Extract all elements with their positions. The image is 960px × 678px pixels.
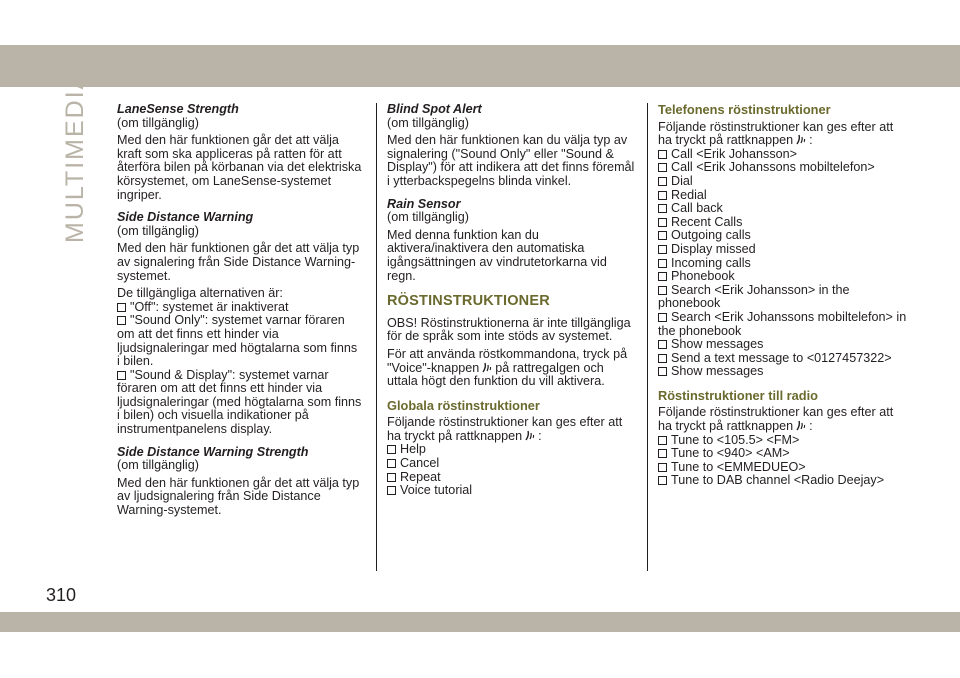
list-item: "Sound Only": systemet varnar föraren om att det finns ett hinder via ljudsignaleringar med högtalarna som finns i bilen. [117,313,358,369]
section-title: Blind Spot Alert [387,102,482,116]
list-item: Recent Calls [658,216,908,230]
checkbox-icon [117,303,126,312]
list-item: Send a text message to <0127457322> [658,352,908,366]
checkbox-icon [658,286,667,295]
list-item: Incoming calls [658,257,908,271]
list-item: Show messages [658,338,908,352]
checkbox-icon [658,218,667,227]
global-heading: Globala röstinstruktioner [387,397,540,413]
checkbox-icon [117,371,126,380]
column-3 [658,103,908,488]
voice-button-icon [795,134,807,146]
paragraph: För att använda röstkommandona, tryck på "Voice"-knappen på rattregalgen och uttala högt den funktion du vill aktivera. [387,346,628,389]
checkbox-icon [117,316,126,325]
column-1 [117,103,363,518]
checkbox-icon [658,340,667,349]
checkbox-icon [658,367,667,376]
paragraph: Följande röstinstruktioner kan ges efter att ha tryckt på rattknappen : [658,405,894,434]
column-divider [376,103,377,571]
checkbox-icon [387,459,396,468]
availability-note: (om tillgänglig) [387,210,469,225]
checkbox-icon [387,486,396,495]
checkbox-icon [658,463,667,472]
paragraph: Med denna funktion kan du aktivera/inaktivera den automatiska igångsättningen av vindrutetorkarna vid regn. [387,227,607,283]
checkbox-icon [658,204,667,213]
paragraph: Med den här funktionen går det att välja kraft som ska appliceras på ratten för att återföra bilen på körbanan via det elektriska körsystemet, om LaneSense-systemet ingriper. [117,133,362,202]
paragraph: Med den här funktionen går det att välja typ av ljudsignalering från Side Distance Warning-systemet. [117,475,360,518]
list-item: Repeat [387,471,637,485]
column-2 [387,103,637,498]
section-title: Side Distance Warning [117,210,254,225]
availability-note: (om tillgänglig) [117,458,199,473]
lanesense-section [117,103,363,202]
radio-heading: Röstinstruktioner till radio [658,387,818,403]
checkbox-icon [658,177,667,186]
checkbox-icon [658,449,667,458]
rain-section [387,198,637,284]
section-title: Rain Sensor [387,196,461,211]
checkbox-icon [387,473,396,482]
list-item: Voice tutorial [387,484,637,498]
list-item: Redial [658,189,908,203]
checkbox-icon [387,445,396,454]
checkbox-icon [658,354,667,363]
page-number: 310 [46,585,77,605]
availability-note: (om tillgänglig) [117,115,199,130]
list-item: Tune to <EMMEDUEO> [658,461,908,475]
voice-heading: RÖSTINSTRUKTIONER [387,293,550,310]
section-label: MULTIMEDIA [61,70,89,243]
list-item: Call back [658,202,908,216]
paragraph: Med den här funktionen går det att välja typ av signalering från Side Distance Warning-systemet. [117,241,360,283]
checkbox-icon [658,272,667,281]
list-item: Call <Erik Johanssons mobiltelefon> [658,161,908,175]
voice-button-icon [481,362,493,374]
list-item: Tune to <940> <AM> [658,447,908,461]
list-item: Tune to DAB channel <Radio Deejay> [658,474,908,488]
paragraph: OBS! Röstinstruktionerna är inte tillgängliga för de språk som inte stöds av systemet. [387,315,631,344]
list-item: Dial [658,175,908,189]
list-item: Show messages [658,365,908,379]
list-item: Search <Erik Johansson> in the phonebook [658,282,850,311]
list-item: Display missed [658,243,908,257]
section-title: LaneSense Strength [117,102,239,116]
checkbox-icon [658,436,667,445]
paragraph: Följande röstinstruktioner kan ges efter att ha tryckt på rattknappen : [658,119,894,148]
bottom-band [0,612,960,632]
voice-button-icon [524,430,536,442]
phone-heading: Telefonens röstinstruktioner [658,102,831,117]
column-divider [647,103,648,571]
paragraph: Följande röstinstruktioner kan ges efter att ha tryckt på rattknappen : [387,415,623,443]
list-item: Search <Erik Johanssons mobiltelefon> in the phonebook [658,309,907,338]
list-item: Tune to <105.5> <FM> [658,434,908,448]
checkbox-icon [658,259,667,268]
sdw-section [117,211,363,437]
paragraph: Med den här funktionen kan du välja typ av signalering ("Sound Only" eller "Sound & Display") för att indikera att det finns föremål i ytterbackspegelns blinda vinkel. [387,133,635,188]
checkbox-icon [658,313,667,322]
options-intro: De tillgängliga alternativen är: [117,286,283,301]
list-item: Help [387,443,637,457]
checkbox-icon [658,191,667,200]
bsa-section [387,103,637,189]
checkbox-icon [658,150,667,159]
voice-button-icon [795,420,807,432]
checkbox-icon [658,231,667,240]
list-item: Phonebook [658,270,908,284]
top-band [0,45,960,87]
checkbox-icon [658,245,667,254]
list-item: "Off": systemet är inaktiverat [117,301,363,315]
checkbox-icon [658,476,667,485]
sdws-section [117,446,363,518]
checkbox-icon [658,163,667,172]
list-item: Outgoing calls [658,229,908,243]
list-item: Call <Erik Johansson> [658,148,908,162]
section-title: Side Distance Warning Strength [117,444,309,459]
list-item: Cancel [387,457,637,471]
availability-note: (om tillgänglig) [117,223,199,238]
availability-note: (om tillgänglig) [387,115,469,130]
list-item: "Sound & Display": systemet varnar föraren om att det finns ett hinder via ljudsignaleringar (med högtalarna som finns i bilen) och visuella indikationer på instrumentpanelens display. [117,367,362,437]
